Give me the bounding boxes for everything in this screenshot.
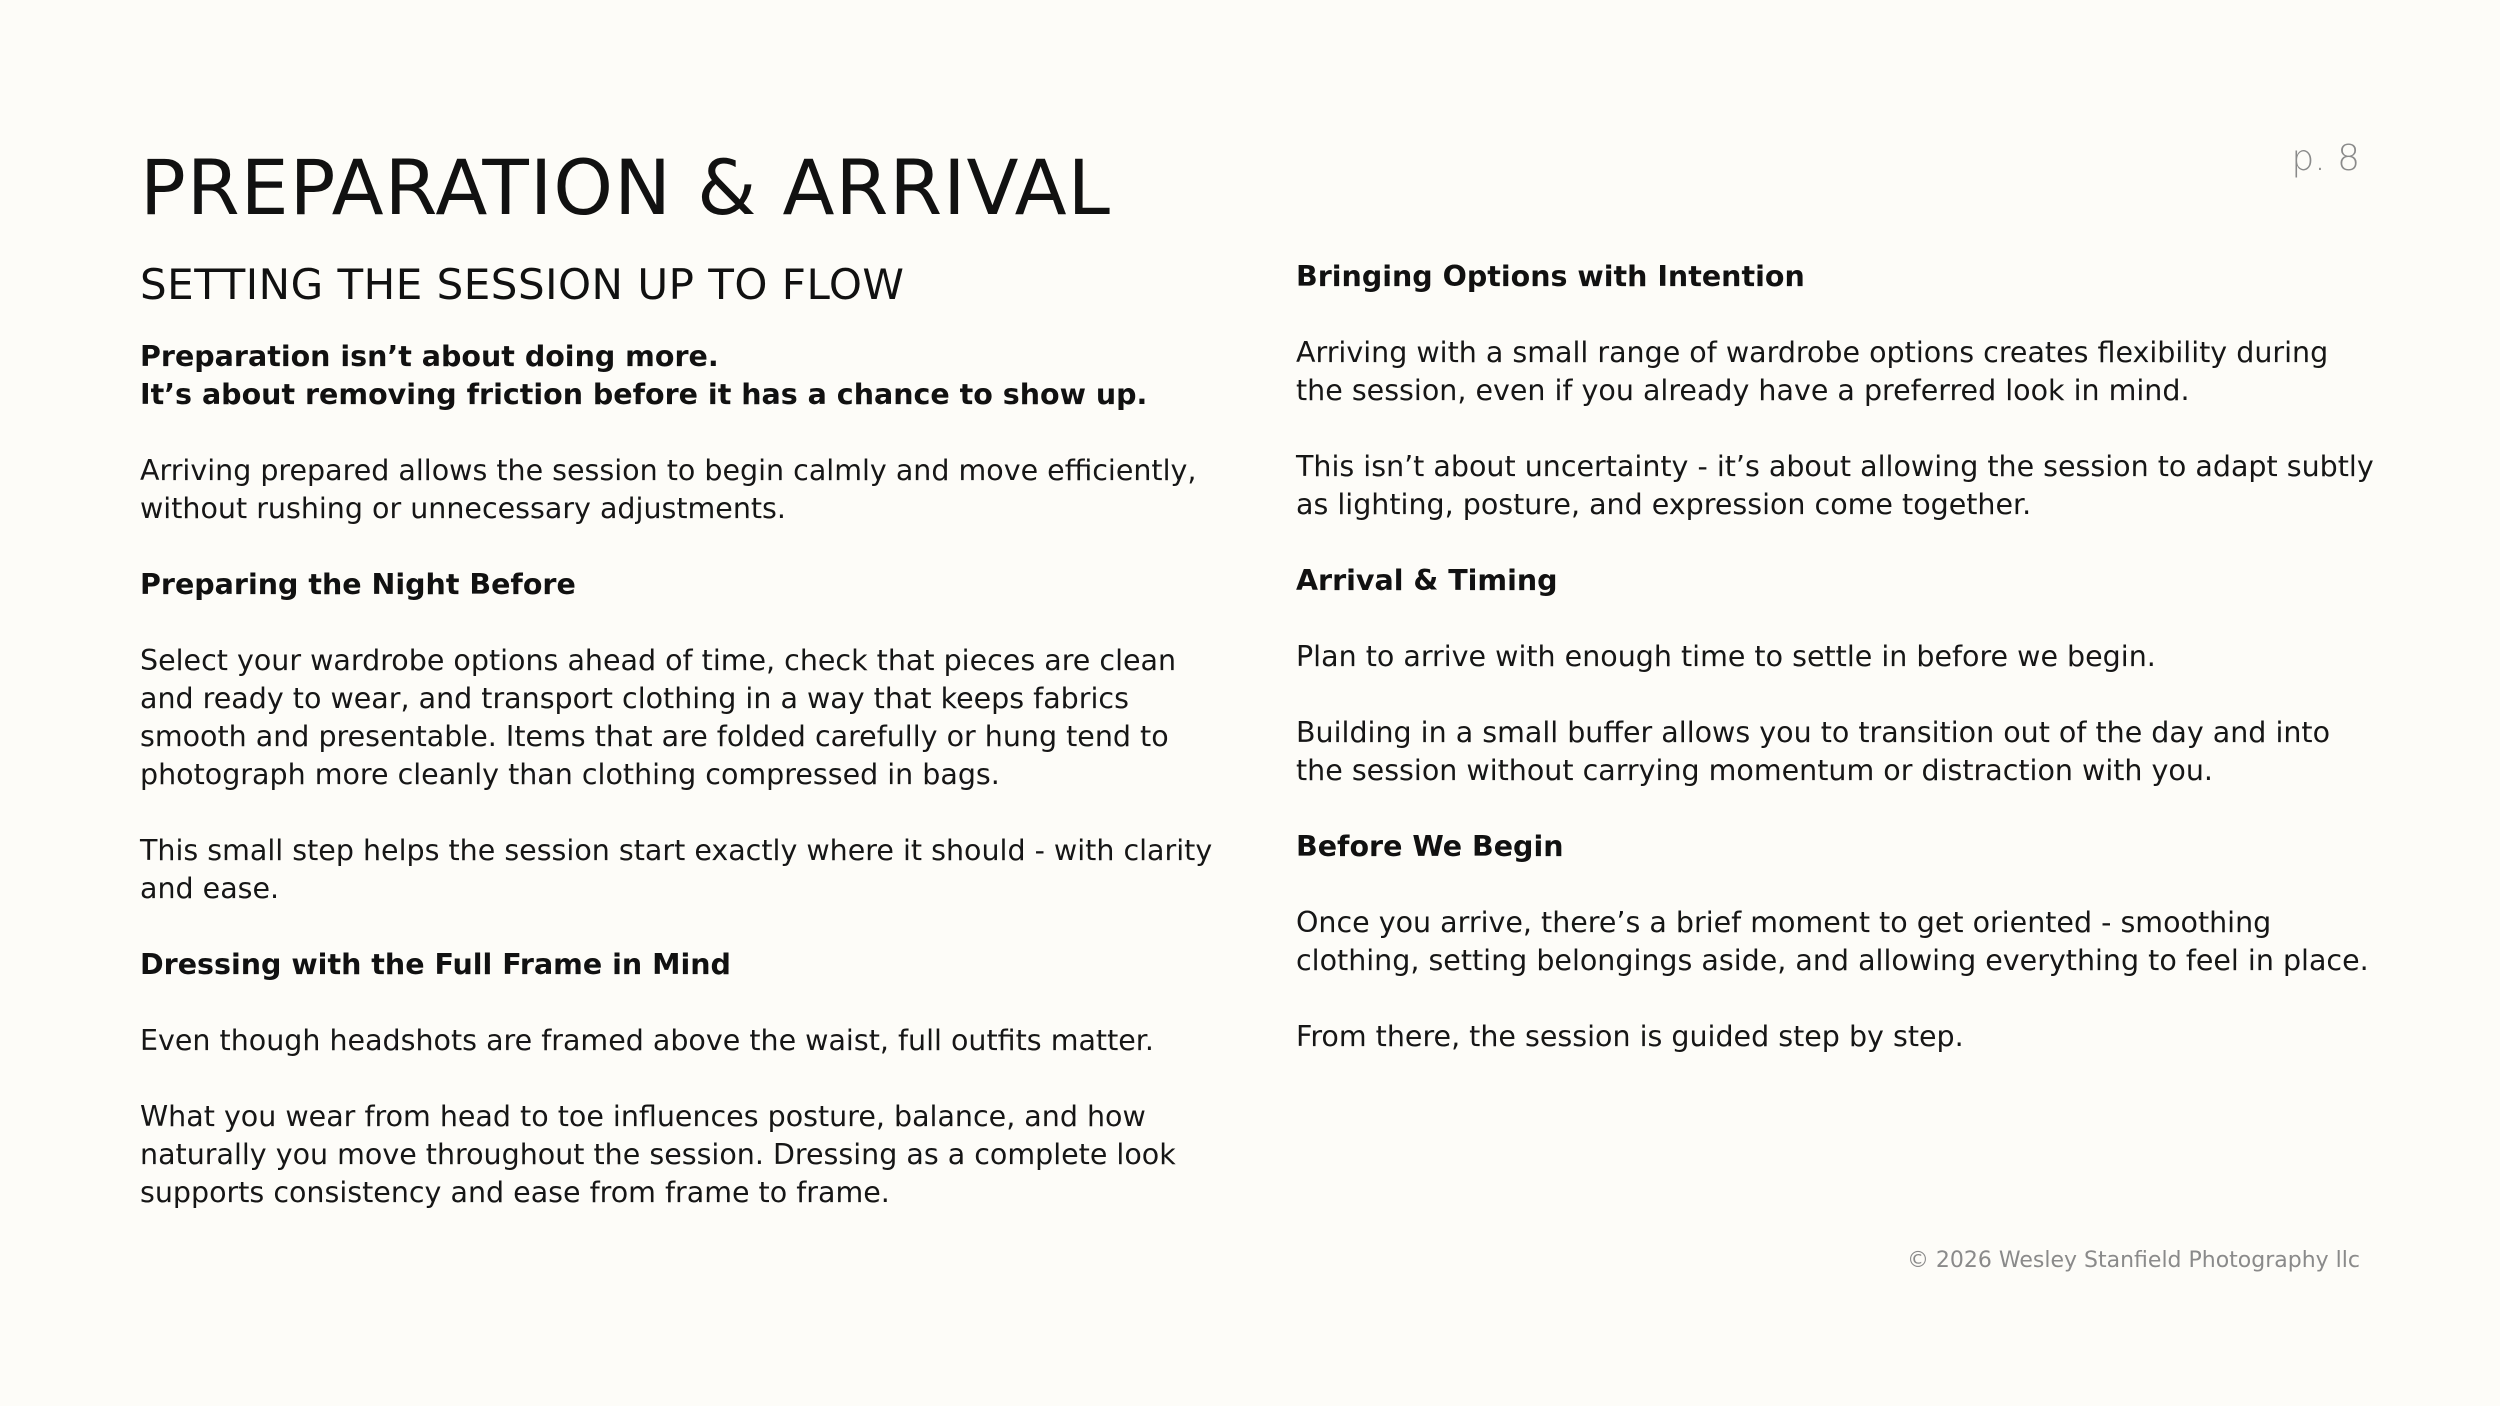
lead-statement xyxy=(140,338,1230,414)
section-subtitle: SETTING THE SESSION UP TO FLOW xyxy=(140,260,905,309)
page-title: PREPARATION & ARRIVAL xyxy=(140,143,1111,232)
options-paragraph-1: Arriving with a small range of wardrobe options creates flexibility during the session, even if you already have a preferred look in mind. xyxy=(1296,336,2329,407)
lead-line-2: It’s about removing friction before it has a chance to show up. xyxy=(140,378,1148,411)
arrival-timing-paragraph-1: Plan to arrive with enough time to settle in before we begin. xyxy=(1296,640,2156,673)
full-frame-paragraph-2: What you wear from head to toe influences posture, balance, and how naturally you move throughout the session. Dressing as a complete look supports consistency and ease from frame to frame. xyxy=(140,1100,1176,1209)
lead-line-1: Preparation isn’t about doing more. xyxy=(140,340,719,373)
before-we-begin-paragraph-2: From there, the session is guided step by step. xyxy=(1296,1020,1964,1053)
full-frame-paragraph-1: Even though headshots are framed above the waist, full outfits matter. xyxy=(140,1024,1154,1057)
before-we-begin-paragraph-1: Once you arrive, there’s a brief moment to get oriented - smoothing clothing, setting belongings aside, and allowing everything to feel in place. xyxy=(1296,906,2369,977)
arrival-timing-heading: Arrival & Timing xyxy=(1296,564,1558,597)
before-we-begin-heading: Before We Begin xyxy=(1296,830,1564,863)
options-paragraph-2: This isn’t about uncertainty - it’s about allowing the session to adapt subtly as lighting, posture, and expression come together. xyxy=(1296,450,2374,521)
intro-paragraph: Arriving prepared allows the session to begin calmly and move efficiently, without rushing or unnecessary adjustments. xyxy=(140,454,1197,525)
night-before-paragraph-2: This small step helps the session start exactly where it should - with clarity and ease. xyxy=(140,834,1213,905)
options-heading: Bringing Options with Intention xyxy=(1296,260,1805,293)
right-column xyxy=(1296,250,2376,1094)
arrival-timing-paragraph-2: Building in a small buffer allows you to transition out of the day and into the session without carrying momentum or distraction with you. xyxy=(1296,716,2331,787)
full-frame-heading: Dressing with the Full Frame in Mind xyxy=(140,948,731,981)
page-number: p. 8 xyxy=(2291,138,2360,179)
left-column xyxy=(140,250,1230,1250)
night-before-paragraph-1: Select your wardrobe options ahead of time, check that pieces are clean and ready to wear, and transport clothing in a way that keeps fabrics smooth and presentable. Items that are folded carefully or hung tend to photograph more cleanly than clothing compressed in bags. xyxy=(140,644,1177,791)
night-before-heading: Preparing the Night Before xyxy=(140,568,576,601)
copyright-footer: © 2026 Wesley Stanfield Photography llc xyxy=(1906,1248,2360,1273)
